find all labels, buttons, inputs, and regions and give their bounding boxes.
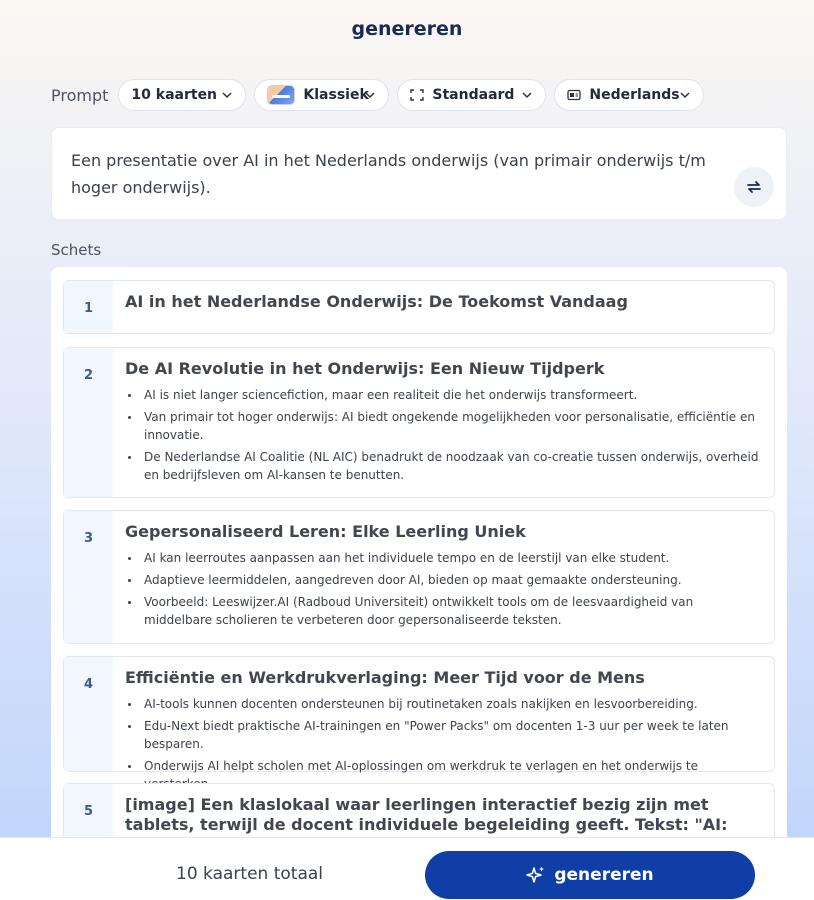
footer-bar — [0, 837, 814, 900]
card-number: 3 — [64, 511, 113, 643]
theme-thumbnail-icon — [267, 85, 295, 105]
card-title[interactable]: Efficiëntie en Werkdrukverlaging: Meer Tijd voor de Mens — [125, 668, 645, 687]
card-bullet[interactable]: Onderwijs AI helpt scholen met AI-oplossingen om werkdruk te verlagen en het onderwijs te — [125, 757, 762, 793]
card-count-value: 10 kaarten — [131, 87, 218, 103]
sparkle-icon — [526, 865, 546, 885]
card-bullet[interactable]: Voorbeeld: Leeswijzer.AI (Radboud Universiteit) ontwikkelt tools om de leesvaardigheid van middelbare scholieren te verbeteren door gepersonaliseerde teksten. — [125, 593, 762, 629]
outline-card[interactable] — [63, 347, 775, 498]
language-icon — [567, 89, 581, 101]
card-title[interactable]: [image] Een klaslokaal waar leerlingen interactief bezig zijn met tablets, terwijl de docent individuele begeleiding geeft. Tekst: "AI: — [125, 795, 728, 834]
card-bullet[interactable]: AI-tools kunnen docenten ondersteunen bij routinetaken zoals nakijken en lesvoorbereiding. — [125, 695, 762, 713]
swap-arrows-icon — [745, 178, 763, 196]
prompt-label: Prompt — [51, 85, 109, 105]
generate-button-label: genereren — [554, 865, 654, 885]
card-number: 1 — [64, 281, 113, 333]
chevron-down-icon — [221, 90, 233, 100]
generate-button[interactable] — [425, 851, 755, 899]
regenerate-prompt-button[interactable] — [734, 167, 774, 207]
outline-card[interactable] — [63, 280, 775, 334]
card-bullet[interactable]: AI is niet langer sciencefiction, maar een realiteit die het onderwijs transformeert. — [125, 386, 762, 404]
card-title[interactable]: AI in het Nederlandse Onderwijs: De Toekomst Vandaag — [125, 292, 628, 311]
card-total: 10 kaarten totaal — [176, 864, 323, 884]
card-title[interactable]: Gepersonaliseerd Leren: Elke Leerling Uniek — [125, 522, 526, 541]
language-dropdown[interactable] — [554, 79, 704, 111]
outline-label: Schets — [51, 241, 102, 259]
card-bullet[interactable]: Edu-Next biedt praktische AI-trainingen en "Power Packs" om docenten 1-3 uur per week te laten besparen. — [125, 717, 762, 753]
outline-card[interactable] — [63, 656, 775, 772]
card-number: 4 — [64, 657, 113, 771]
chevron-down-icon — [679, 90, 691, 100]
card-title[interactable]: De AI Revolutie in het Onderwijs: Een Nieuw Tijdperk — [125, 359, 605, 378]
size-value: Standaard — [432, 87, 515, 103]
prompt-text[interactable]: Een presentatie over AI in het Nederlands onderwijs (van primair onderwijs t/m hoger onderwijs). — [71, 151, 706, 197]
chevron-down-icon — [364, 90, 376, 100]
outline-card[interactable] — [63, 510, 775, 644]
theme-dropdown[interactable] — [254, 79, 389, 111]
size-dropdown[interactable] — [397, 79, 546, 111]
chevron-down-icon — [521, 90, 533, 100]
page-title: genereren — [351, 18, 463, 40]
language-value: Nederlands — [589, 87, 680, 103]
card-number: 2 — [64, 348, 113, 497]
prompt-controls — [51, 79, 712, 111]
card-count-dropdown[interactable] — [118, 79, 246, 111]
outline-list[interactable] — [51, 267, 787, 867]
prompt-input[interactable] — [51, 127, 787, 220]
card-bullet[interactable]: AI kan leerroutes aanpassen aan het individuele tempo en de leerstijl van elke student. — [125, 549, 762, 567]
theme-value: Klassiek — [303, 87, 369, 103]
card-number: 5 — [64, 784, 113, 892]
frame-corners-icon — [410, 89, 424, 101]
card-bullet[interactable]: Van primair tot hoger onderwijs: AI biedt ongekende mogelijkheden voor personalisatie, efficiëntie en innovatie. — [125, 408, 762, 444]
card-bullet[interactable]: De Nederlandse AI Coalitie (NL AIC) benadrukt de noodzaak van co-creatie tussen onderwijs, overheid en bedrijfsleven om AI-kansen te benutten. — [125, 448, 762, 484]
card-bullet[interactable]: Adaptieve leermiddelen, aangedreven door AI, bieden op maat gemaakte ondersteuning. — [125, 571, 762, 589]
